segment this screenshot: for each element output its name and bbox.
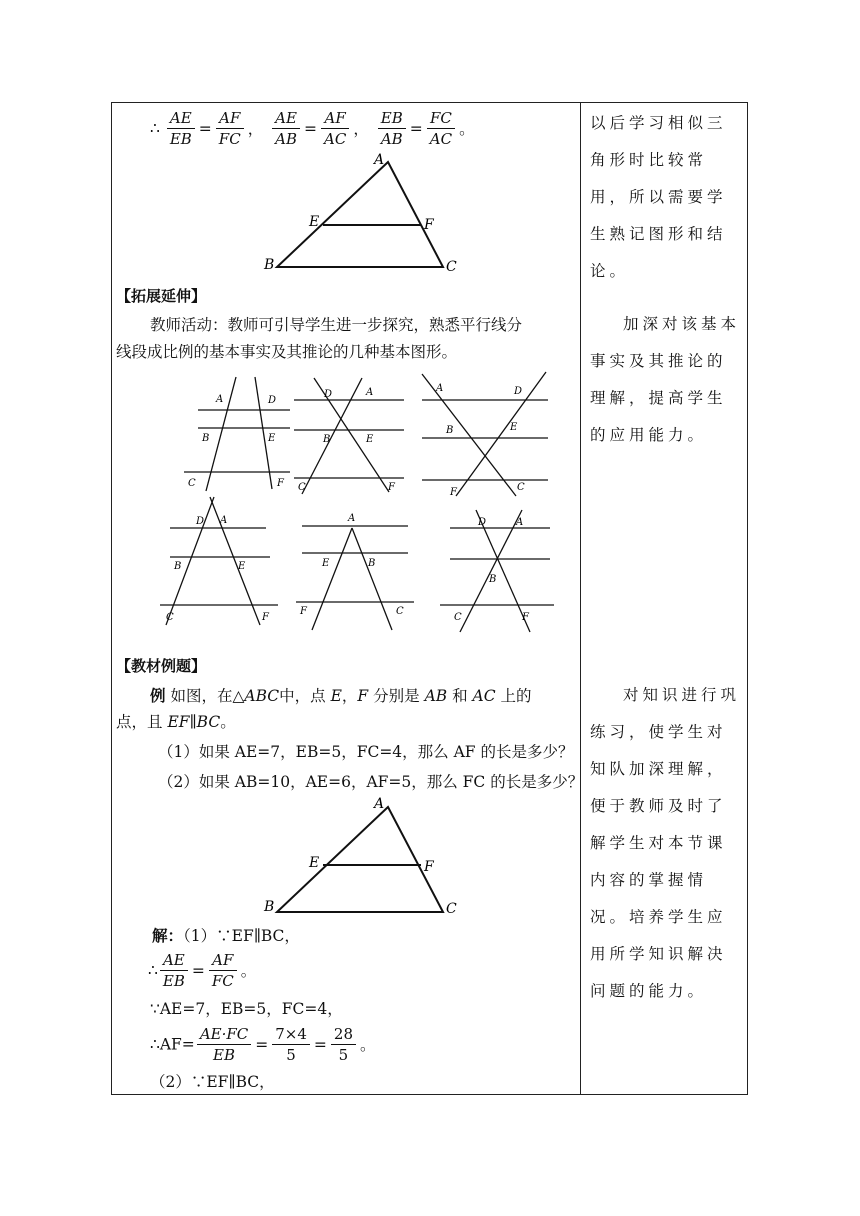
- expand-line-1: 教师活动：教师可引导学生进一步探究，熟悉平行线分: [150, 316, 523, 334]
- solution-line-4: ∴AF= $\frac{AE\cdot FC}{EB}$ = $\frac{7\times 4}{5}$ = $\frac{28}{5}$ 。: [150, 1025, 376, 1064]
- fig1-label-b: B: [202, 433, 210, 444]
- fraction-ae-eb: $\frac{AE}{EB}$: [167, 108, 195, 149]
- label-f: F: [424, 217, 434, 233]
- label-a: A: [374, 152, 385, 168]
- example-question-2: （2）如果 AB=10，AE=6，AF=5，那么 FC 的长是多少？: [158, 773, 584, 791]
- fig3-label-c: C: [517, 482, 525, 493]
- fraction-ae-ab: $\frac{AE}{AB}$: [272, 108, 300, 149]
- fig4-label-d: D: [196, 516, 205, 527]
- basic-figure-2: [292, 378, 410, 496]
- fig6-label-f: F: [522, 612, 529, 623]
- fig2-label-f: F: [388, 482, 395, 493]
- label-f: F: [424, 859, 434, 875]
- solution-line-1: 解：（1）∵EF∥BC，: [152, 926, 300, 945]
- fig4-label-c: C: [166, 612, 174, 623]
- fraction-eb-ab: $\frac{EB}{AB}$: [378, 108, 406, 149]
- fig1-label-e: E: [268, 433, 276, 444]
- fig6-label-d: D: [478, 517, 487, 528]
- conclusion-formulas: ∴ $\frac{AE}{EB}$ = $\frac{AF}{FC}$ ， $\frac{AE}{AB}$ = $\frac{AF}{AC}$ ， $\frac{EB}{AB}$ = $\frac{FC}{AC}$ 。: [150, 109, 475, 148]
- label-a: A: [374, 796, 385, 812]
- basic-figure-4: [158, 495, 284, 630]
- fig6-label-b: B: [489, 574, 497, 585]
- fig5-label-f: F: [300, 606, 307, 617]
- fig1-label-d: D: [268, 395, 277, 406]
- fraction-af-fc: $\frac{AF}{FC}$: [216, 108, 244, 149]
- fig5-label-e: E: [322, 558, 330, 569]
- label-b: B: [264, 257, 275, 273]
- note-similar-triangles: 以后学习相似三角形时比较常用，所以需要学生熟记图形和结论。: [590, 114, 727, 280]
- solution-line-3: ∵AE=7，EB=5，FC=4，: [150, 1000, 343, 1018]
- solution-fraction-ae-fc-eb: $\frac{AE\cdot FC}{EB}$: [197, 1024, 251, 1065]
- solution-line-2: ∴ $\frac{AE}{EB}$ = $\frac{AF}{FC}$ 。: [148, 951, 257, 990]
- solution-fraction-7x4-5: $\frac{7\times 4}{5}$: [272, 1024, 310, 1065]
- fig4-label-b: B: [174, 561, 182, 572]
- note-deepen-understanding: 加深对该基本事实及其推论的理解，提高学生的应用能力。: [590, 315, 741, 444]
- note-consolidate-practice: 对知识进行巩练习，使学生对知队加深理解，便于教师及时了解学生对本节课内容的掌握情况。培养学生应用所学知识解决问题的能力。: [590, 686, 741, 1000]
- fig3-label-e: E: [510, 422, 518, 433]
- fig6-label-a: A: [516, 517, 524, 528]
- fig1-label-a: A: [216, 394, 224, 405]
- example-line-2: 点，且 EF∥BC。: [116, 713, 236, 731]
- fig3-label-b: B: [446, 425, 454, 436]
- fig4-label-f: F: [262, 612, 269, 623]
- solution-fraction-28-5: $\frac{28}{5}$: [331, 1024, 356, 1065]
- column-divider: [580, 102, 581, 1095]
- example-line-1: 例 如图，在△ABC中，点 E，F 分别是 AB 和 AC 上的: [150, 686, 532, 705]
- label-e: E: [309, 214, 320, 230]
- fig6-label-c: C: [454, 612, 462, 623]
- fig2-label-a: A: [366, 387, 374, 398]
- label-c: C: [446, 901, 457, 917]
- fig5-label-b: B: [368, 558, 376, 569]
- fig2-label-d: D: [324, 389, 333, 400]
- basic-figure-1: [184, 375, 294, 493]
- label-e: E: [309, 855, 320, 871]
- fig3-label-a: A: [436, 383, 444, 394]
- solution-fraction-af-fc: $\frac{AF}{FC}$: [209, 950, 237, 991]
- fig3-label-d: D: [514, 386, 523, 397]
- label-b: B: [264, 899, 275, 915]
- basic-figure-5: [292, 508, 418, 633]
- label-c: C: [446, 259, 457, 275]
- expand-line-2: 线段成比例的基本事实及其推论的几种基本图形。: [116, 343, 458, 361]
- triangle-figure-example: [255, 795, 475, 920]
- expand-heading: 【拓展延伸】: [116, 287, 207, 305]
- fig1-label-f: F: [277, 478, 284, 489]
- solution-line-5: （2）∵EF∥BC，: [150, 1073, 275, 1091]
- solution-fraction-ae-eb: $\frac{AE}{EB}$: [160, 950, 188, 991]
- fig1-label-c: C: [188, 478, 196, 489]
- fig2-label-e: E: [366, 434, 374, 445]
- example-heading: 【教材例题】: [116, 657, 207, 675]
- fig4-label-a: A: [220, 515, 228, 526]
- fraction-af-ac: $\frac{AF}{AC}$: [321, 108, 349, 149]
- fig2-label-c: C: [298, 482, 306, 493]
- fig4-label-e: E: [238, 561, 246, 572]
- triangle-figure-top: [255, 150, 475, 275]
- example-question-1: （1）如果 AE=7，EB=5，FC=4，那么 AF 的长是多少？: [158, 743, 574, 761]
- fig5-label-c: C: [396, 606, 404, 617]
- fig3-label-f: F: [450, 487, 457, 498]
- basic-figure-6: [438, 508, 558, 636]
- fraction-fc-ac: $\frac{FC}{AC}$: [427, 108, 455, 149]
- fig5-label-a: A: [348, 513, 356, 524]
- fig2-label-b: B: [323, 434, 331, 445]
- basic-figure-3: [422, 370, 552, 500]
